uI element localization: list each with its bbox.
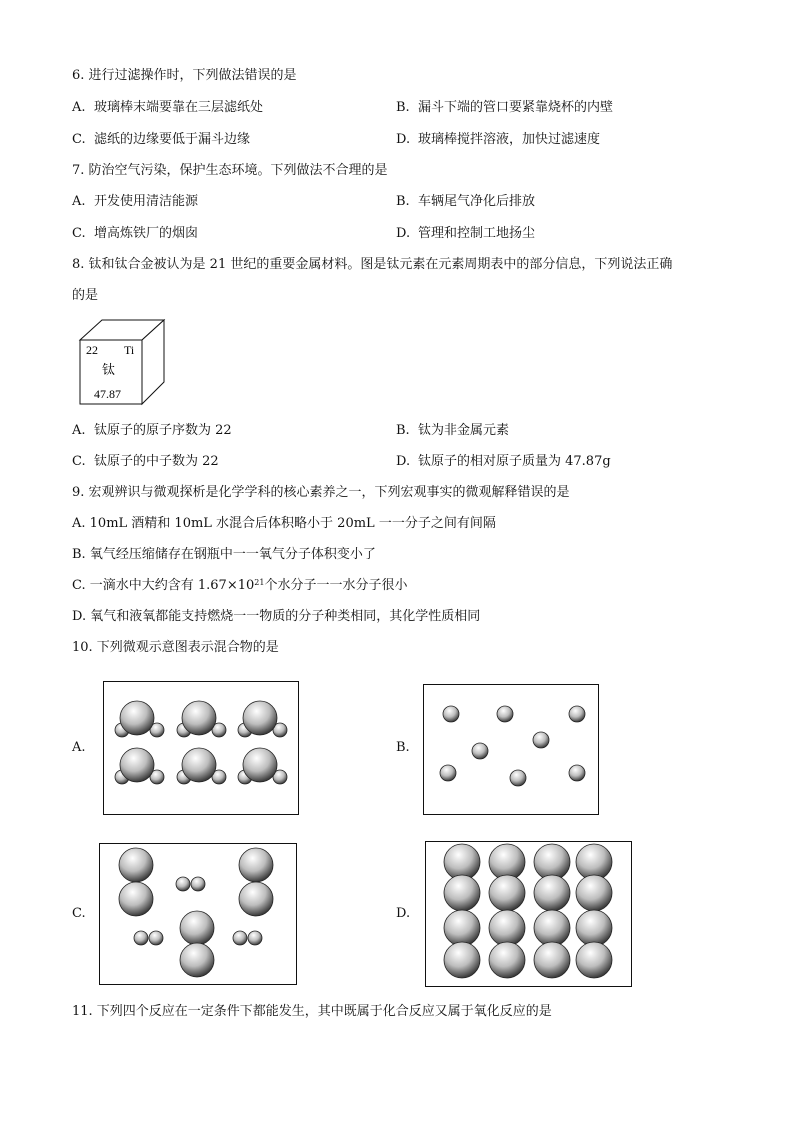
q9-option-d: D. 氧气和液氧都能支持燃烧一一物质的分子种类相同，其化学性质相同 xyxy=(72,609,481,624)
atom xyxy=(472,743,488,759)
q7-option-b: B. 车辆尾气净化后排放 xyxy=(396,194,536,209)
q9-stem: 9. 宏观辨识与微观探析是化学学科的核心素养之一，下列宏观事实的微观解释错误的是 xyxy=(72,485,570,500)
element-symbol: Ti xyxy=(124,343,135,357)
large-atom xyxy=(489,875,525,911)
large-atom xyxy=(119,848,153,882)
small-atom xyxy=(149,931,163,945)
large-atom xyxy=(489,942,525,978)
water-molecules xyxy=(115,701,287,784)
q9-option-a: A. 10mL 酒精和 10mL 水混合后体积略小于 20mL 一一分子之间有间隔 xyxy=(72,516,496,531)
large-atom xyxy=(239,848,273,882)
q6-option-a: A. 玻璃棒末端要靠在三层滤纸处 xyxy=(72,100,264,115)
q7-option-d: D. 管理和控制工地扬尘 xyxy=(396,226,536,241)
small-atom xyxy=(176,877,190,891)
large-atom xyxy=(444,875,480,911)
atom xyxy=(510,770,526,786)
q11-stem: 11. 下列四个反应在一定条件下都能发生，其中既属于化合反应又属于氧化反应的是 xyxy=(72,1004,552,1019)
q10-label-b: B. xyxy=(396,740,410,755)
atom xyxy=(569,706,585,722)
q6-option-c: C. 滤纸的边缘要低于漏斗边缘 xyxy=(72,132,251,147)
diagram-d xyxy=(425,841,632,987)
q7-option-c: C. 增高炼铁厂的烟囱 xyxy=(72,226,199,241)
large-atom xyxy=(534,942,570,978)
q9-option-b: B. 氧气经压缩储存在钢瓶中一一氧气分子体积变小了 xyxy=(72,547,376,562)
q8-stem-line2: 的是 xyxy=(72,288,99,303)
atom xyxy=(533,732,549,748)
large-molecules xyxy=(444,844,612,978)
single-atoms xyxy=(440,706,585,786)
q6-stem: 6. 进行过滤操作时，下列做法错误的是 xyxy=(72,68,297,83)
diagram-b xyxy=(423,684,599,815)
large-atom xyxy=(534,910,570,946)
q10-label-a: A. xyxy=(72,740,86,755)
q10-label-d: D. xyxy=(396,906,411,921)
q9-option-c: C. 一滴水中大约含有 $1.67\times 10^{21}$个水分子一一水分子很小 xyxy=(72,578,408,593)
large-atom xyxy=(180,911,214,945)
q7-option-a: A. 开发使用清洁能源 xyxy=(72,194,199,209)
q8-option-b: B. 钛为非金属元素 xyxy=(396,423,510,438)
q6-option-d: D. 玻璃棒搅拌溶液，加快过滤速度 xyxy=(396,132,601,147)
q8-option-c: C. 钛原子的中子数为 22 xyxy=(72,454,219,469)
large-atom xyxy=(243,748,277,782)
q7-stem: 7. 防治空气污染，保护生态环境。下列做法不合理的是 xyxy=(72,163,388,178)
large-atom xyxy=(576,942,612,978)
large-atom xyxy=(182,701,216,735)
large-atom xyxy=(576,910,612,946)
large-atom xyxy=(534,875,570,911)
small-atom xyxy=(191,877,205,891)
large-atom xyxy=(120,701,154,735)
element-name: 钛 xyxy=(102,363,116,378)
small-atom xyxy=(134,931,148,945)
element-number: 22 xyxy=(86,343,98,357)
large-atom xyxy=(444,942,480,978)
large-atom xyxy=(243,701,277,735)
element-cube-figure xyxy=(72,318,172,408)
large-atom xyxy=(444,844,480,880)
q6-option-b: B. 漏斗下端的管口要紧靠烧杯的内壁 xyxy=(396,100,614,115)
q10-stem: 10. 下列微观示意图表示混合物的是 xyxy=(72,640,279,655)
large-atom xyxy=(120,748,154,782)
large-atom xyxy=(489,910,525,946)
small-atom xyxy=(248,931,262,945)
atom xyxy=(443,706,459,722)
q10-label-c: C. xyxy=(72,906,86,921)
large-atom xyxy=(239,882,273,916)
large-atom xyxy=(489,844,525,880)
large-atom xyxy=(576,875,612,911)
atom xyxy=(569,765,585,781)
large-atom xyxy=(180,943,214,977)
large-atom xyxy=(182,748,216,782)
large-atom xyxy=(119,882,153,916)
diagram-c xyxy=(99,843,297,985)
large-atom xyxy=(534,844,570,880)
large-atom xyxy=(444,910,480,946)
q8-option-a: A. 钛原子的原子序数为 22 xyxy=(72,423,232,438)
diagram-a xyxy=(103,681,299,815)
q8-option-d: D. 钛原子的相对原子质量为 47.87g xyxy=(396,454,611,469)
small-atom xyxy=(233,931,247,945)
element-mass: 47.87 xyxy=(94,387,121,401)
q8-stem-line1: 8. 钛和钛合金被认为是 21 世纪的重要金属材料。图是钛元素在元素周期表中的部分信息，下列说法正确 xyxy=(72,257,673,272)
atom xyxy=(440,765,456,781)
large-atom xyxy=(576,844,612,880)
atom xyxy=(497,706,513,722)
diatomic-molecules xyxy=(119,848,273,977)
